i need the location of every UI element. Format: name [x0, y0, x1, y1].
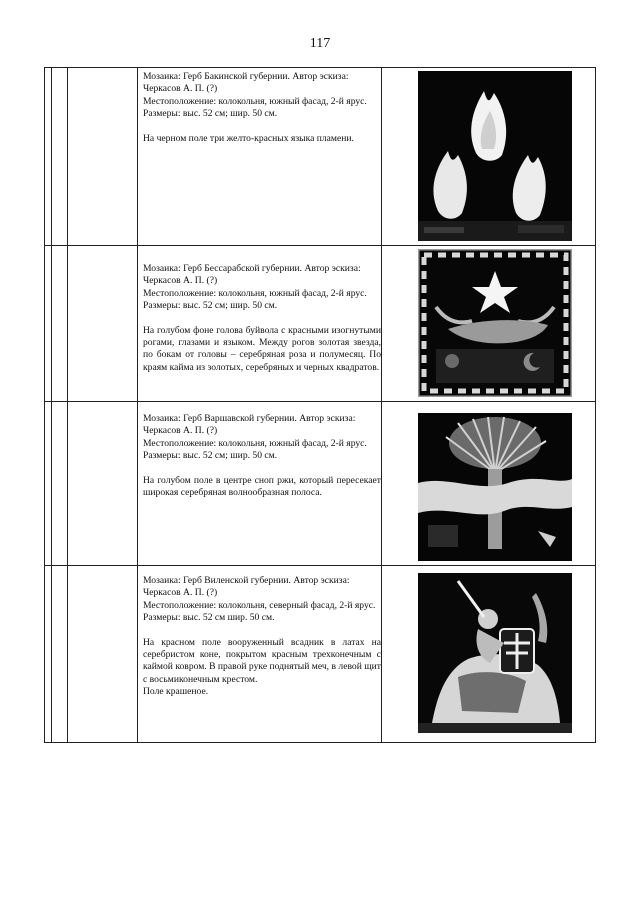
entry-location: Местоположение: колокольня, южный фасад, 2-й ярус.: [143, 95, 367, 107]
entry-description: На голубом поле в центре сноп ржи, который пересекает широкая серебряная волнообразная полоса.: [143, 474, 381, 499]
catalog-entry-vilnius: [143, 575, 381, 699]
entry-description: На красном поле вооруженный всадник в латах на серебристом коне, покрытом красным трехконечным с каймой ковром. В правой руке поднятый меч, в левой щит с восьмиконечным крестом.: [143, 636, 381, 685]
bessarabia-buffalo-image: [418, 249, 572, 397]
catalog-entry-baku: [143, 71, 381, 145]
entry-note: Поле крашеное.: [143, 686, 209, 698]
catalog-entry-warsaw: [143, 413, 381, 499]
entry-title: Мозаика: Герб Виленской губернии. Автор эскиза: Черкасов А. П. (?): [143, 575, 350, 599]
entry-size: Размеры: выс. 52 см; шир. 50 см.: [143, 108, 278, 120]
catalog-table: [44, 67, 596, 743]
baku-flames-image: [418, 71, 572, 241]
entry-title: Мозаика: Герб Бакинской губернии. Автор эскиза: Черкасов А. П. (?): [143, 71, 349, 95]
entry-size: Размеры: выс. 52 см; шир. 50 см.: [143, 300, 278, 312]
table-column-divider: [51, 68, 52, 742]
entry-description: На голубом фоне голова буйвола с красными изогнутыми рогами, глазами и языком. Между рогов золотая звезда, по бокам от головы – серебряная роза и полумесяц. По краям кайма из золотых, серебряных и черных квадратов.: [143, 324, 381, 373]
entry-size: Размеры: выс. 52 см шир. 50 см.: [143, 612, 275, 624]
row-divider: [45, 401, 595, 402]
vilnius-rider-image: [418, 573, 572, 733]
row-divider: [45, 245, 595, 246]
entry-location: Местоположение: колокольня, южный фасад, 2-й ярус.: [143, 287, 367, 299]
entry-location: Местоположение: колокольня, северный фасад, 2-й ярус.: [143, 599, 376, 611]
page-number: 117: [309, 36, 331, 51]
table-column-divider: [381, 68, 382, 742]
entry-location: Местоположение: колокольня, южный фасад, 2-й ярус.: [143, 437, 367, 449]
row-divider: [45, 565, 595, 566]
entry-description: На черном поле три желто-красных языка пламени.: [143, 132, 354, 144]
warsaw-sheaf-image: [418, 413, 572, 561]
table-column-divider: [67, 68, 68, 742]
catalog-entry-bessarabia: [143, 263, 381, 374]
entry-title: Мозаика: Герб Бессарабской губернии. Автор эскиза: Черкасов А. П. (?): [143, 263, 361, 287]
entry-size: Размеры: выс. 52 см; шир. 50 см.: [143, 450, 278, 462]
table-column-divider: [137, 68, 138, 742]
entry-title: Мозаика: Герб Варшавской губернии. Автор эскиза: Черкасов А. П. (?): [143, 413, 356, 437]
